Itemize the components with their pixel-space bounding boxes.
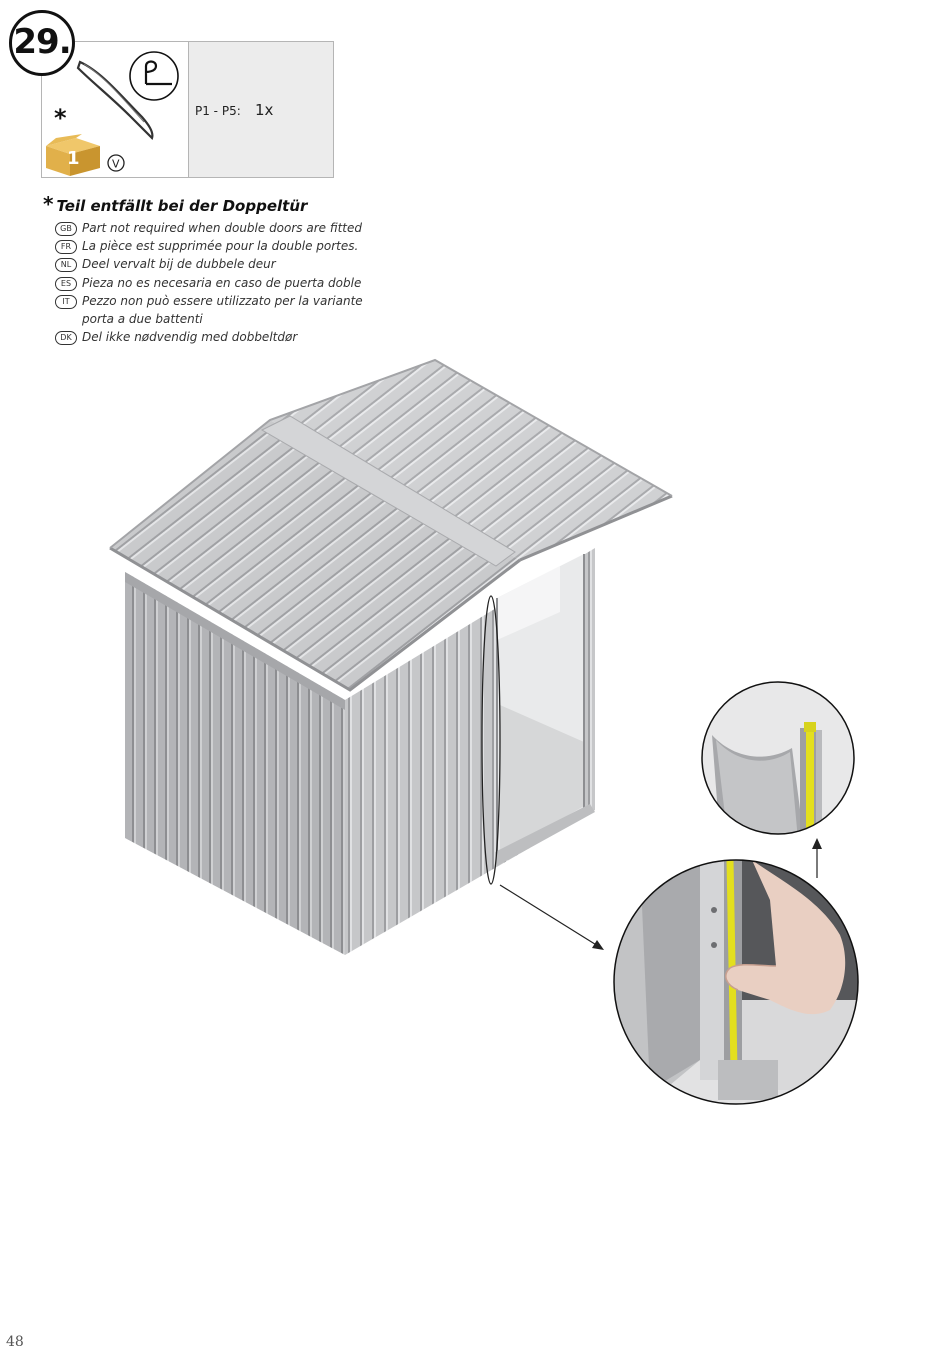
parts-quantity: 1x [255,101,274,119]
parts-box [41,41,334,178]
translation-row-nl [55,256,475,274]
translation-text: Deel vervalt bij de dubbele deur [82,257,276,272]
step-number: 29. [13,22,71,62]
box-number: 1 [67,148,80,169]
detail-arrow [500,885,604,950]
translation-row-dk [55,329,475,347]
shed-illustration [0,350,950,1150]
translation-text: Pieza no es necesaria en caso de puerta doble [82,275,362,290]
step-number-badge [9,10,75,76]
page-number: 48 [6,1334,24,1350]
note-title-text: Teil entfällt bei der Doppeltür [56,197,308,215]
up-arrow [812,838,822,878]
lang-badge: NL [55,258,77,272]
parts-code: P1 - P5: [195,104,241,118]
door-opening [495,554,595,866]
translation-text: Del ikke nødvendig med dobbeltdør [82,330,298,345]
translation-text: Part not required when double doors are fitted [82,221,363,235]
lang-badge: GB [55,222,77,236]
lang-badge: FR [55,240,77,254]
translation-text: Pezzo non può essere utilizzato per la variante porta a due battenti [82,293,363,326]
lang-badge: DK [55,331,77,345]
parts-asterisk: * [54,104,67,132]
lang-badge: IT [55,295,77,309]
translation-row-gb [55,220,475,238]
translation-text: La pièce est supprimée pour la double portes. [82,239,359,254]
note-star: * [43,192,54,216]
small-detail-view [700,680,860,850]
note-title [43,192,307,216]
big-detail-view [612,858,862,1110]
press-tool-icon [130,52,178,100]
marker-v-icon [108,155,124,171]
translation-list [55,220,475,347]
translation-row-es [55,275,475,293]
lang-badge: ES [55,277,77,291]
cardboard-box-icon [46,134,100,176]
translation-row-it [55,293,475,329]
parts-quantity-panel [188,42,333,177]
marker-v: V [112,157,120,171]
translation-row-fr [55,238,475,256]
